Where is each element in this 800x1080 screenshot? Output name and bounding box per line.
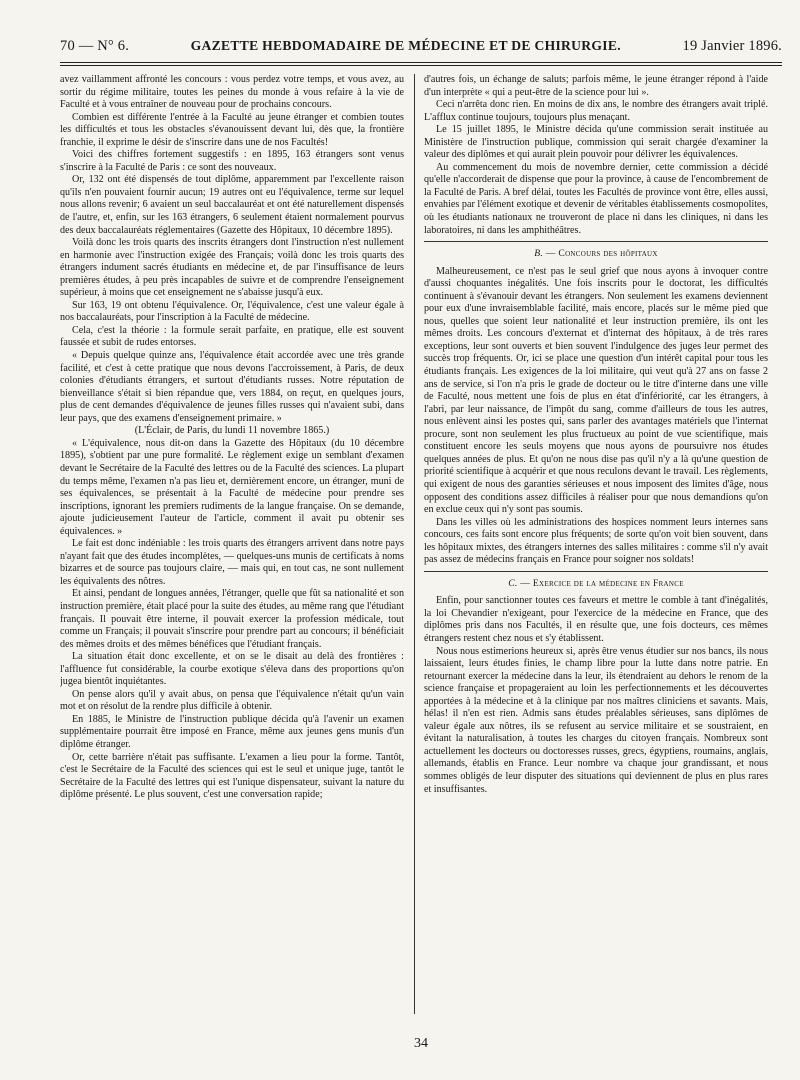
right-paragraph: Au commencement du mois de novembre dernier, cette commission a décidé qu'elle n'accorderait de dispense que pour la province, à cause de l'encombrement de la Faculté de Paris. A bref délai, toutes les Facultés de province vont être, elles aussi, envahies par l'élément exotique et devenir de véritables établissements cosmopolites, où les étudiants nationaux ne trouveront de place ni dans les cliniques, ni dans les laboratoires, ni dans les amphithéâtres. — [424, 161, 768, 236]
right-column-intro — [424, 74, 768, 237]
section-b-heading: B. — Concours des hôpitaux — [534, 248, 658, 260]
left-paragraph: « L'équivalence, nous dit-on dans la Gazette des Hôpitaux (du 10 décembre 1895), s'obtient par une pure formalité. Le règlement exige un semblant d'examen devant le Secrétaire de la Faculté des lettres ou de la Faculté des sciences. La plupart du temps même, l'examen n'a pas lieu et, dernièrement encore, un étranger, muni de ses équivalences, se présentait à la Faculté de médecine pour prendre ses inscriptions, ignorant les premiers rudiments de la langue française. On se demande, ajoute judicieusement l'auteur de l'article, comment il avait pu obtenir ses équivalences. » — [60, 437, 404, 537]
section-b-body — [424, 266, 768, 567]
header-page-number: 70 — N° 6. — [60, 38, 130, 54]
left-paragraph: La situation était donc excellente, et on se le disait au delà des frontières : l'affluence fut considérable, la courbe exotique s'éleva dans des proportions qu'on jugea bientôt inquiétantes. — [60, 651, 404, 688]
section-c-paragraph: Nous nous estimerions heureux si, après être venus étudier sur nos bancs, ils nous laissaient, leurs études finies, le champ libre pour la lutte dans notre patrie. En retournant exercer la médecine dans la leur, ils étendraient au dehors le renom de la science française et propageraient au loin les perfectionnements et les découvertes apportées à la médecine et à la clinique par nos maîtres cliniciens et savants. Mais, hélas! il n'en est rien. Admis sans études préalables sérieuses, sans diplômes de valeur égale aux nôtres, ils se refusent au service militaire et se soustraient, en évitant la naturalisation, à toutes les charges du citoyen français. Nombreux sont actuellement les docteurs ou doctoresses russes, grecs, égyptiens, roumains, anglais, allemands, établis en France. Leur nombre va chaque jour grandissant, et nous sommes obligés de leur disputer des situations qui deviennent de plus en plus rares et insuffisantes. — [424, 645, 768, 795]
section-b-paragraph: Dans les villes où les administrations des hospices nomment leurs internes sans concours, ces faits sont encore plus fréquents; de sorte qu'on voit bien souvent, dans les hôpitaux mixtes, des étrangers internes des salles militaires : comme s'il n'y avait pas assez de médecins français en France pour soigner nos soldats! — [424, 516, 768, 566]
journal-page — [60, 38, 782, 1068]
section-c-paragraph: Enfin, pour sanctionner toutes ces faveurs et mettre le comble à tant d'inégalités, la loi Chevandier n'exigeant, pour l'exercice de la médecine en France, que des diplômes pris dans nos Facultés, il en résulte que, une fois docteurs, ces mêmes étrangers restent chez nous et s'y établissent. — [424, 595, 768, 644]
section-c-body — [424, 595, 768, 796]
citation-source: (L'Éclair, de Paris, du lundi 11 novembre 1865.) — [134, 425, 330, 437]
column-divider — [414, 74, 415, 1014]
left-paragraph: Cela, c'est la théorie : la formule serait parfaite, en pratique, elle est souvent faussée et subit de rudes entorses. — [60, 324, 404, 349]
left-paragraph: Or, cette barrière n'était pas suffisante. L'examen a lieu pour la forme. Tantôt, c'est le Secrétaire de la Faculté des sciences qui est le seul et unique juge, tantôt le Secrétaire de la Faculté des lettres qui est l'unique dispensateur, suivant la nature du diplôme présenté. Le plus souvent, c'est une conversation rapide; — [60, 751, 404, 801]
right-paragraph: Le 15 juillet 1895, le Ministre décida qu'une commission serait instituée au Ministère de l'instruction publique, commission qui serait chargée d'examiner la valeur des diplômes et qui aurait plein pouvoir pour délivrer les équivalences. — [424, 124, 768, 161]
left-paragraph: Voilà donc les trois quarts des inscrits étrangers dont l'instruction n'est nullement en harmonie avec l'instruction exigée des Français; voilà donc les trois quarts des étrangers indument sacrés étudiants en médecine et, de par l'insuffisance de leurs premières études, à peu près incapables de suivre et de comprendre l'enseignement supérieur, à moins que cet enseignement ne s'abaisse jusqu'à eux. — [60, 237, 404, 299]
right-paragraph: Ceci n'arrêta donc rien. En moins de dix ans, le nombre des étrangers avait triplé. L'afflux continue toujours, toujours plus menaçant. — [424, 99, 768, 123]
running-header — [60, 38, 782, 58]
left-paragraph: Or, 132 ont été dispensés de tout diplôme, apparemment par l'excellente raison qu'ils n'en pouvaient fournir aucun; 19 autres ont eu l'équivalence, terme sur lequel nous allons revenir; 6 avaient un seul baccalauréat et ont été naturellement dispensés de l'autre, et, enfin, sur les 163 étrangers, 6 seulement étaient normalement pourvus des deux baccalauréats réglementaires (Gazette des Hôpitaux, 10 décembre 1895). — [60, 174, 404, 236]
text-columns — [60, 74, 782, 1014]
issue-date: 19 Janvier 1896. — [682, 38, 782, 54]
left-paragraph: Voici des chiffres fortement suggestifs : en 1895, 163 étrangers sont venus s'inscrire à la Faculté de Paris : ce sont des nouveaux. — [60, 149, 404, 173]
left-column — [60, 74, 404, 1014]
section-rule-c — [424, 571, 768, 572]
left-paragraph: On pense alors qu'il y avait abus, on pensa que l'équivalence n'était qu'un vain mot et on résolut de la rendre plus difficile à obtenir. — [60, 688, 404, 713]
page-folio: 34 — [414, 1036, 428, 1051]
section-b-paragraph: Malheureusement, ce n'est pas le seul grief que nous ayons à invoquer contre d'aussi choquantes inégalités. Une fois inscrits pour le doctorat, les difficultés continuent à s'évanouir devant les étrangers. Non seulement les examens deviennent pour eux d'une invraisemblable facilité, mais encore, placés sur le même pied que nous, quelles que soient leur nationalité et leur instruction première, ils ont les mêmes droits. Les concours d'externat et d'internat des hôpitaux, à de très rares exceptions, leur sont ouverts et bien souvent l'indulgence des juges leur permet des succès trop fréquents. Or, ici se place une question d'un intérêt capital pour tous les étudiants français. Les exigences de la loi militaire, qui veut qu'à 27 ans on fasse 2 ans de service, si l'on n'a pris le grade de docteur ou le titre d'interne dans une ville de Faculté, nous mettent une fois de plus en état d'infériorité, car les étrangers, à l'abri, par leur naissance, de l'impôt du sang, comme d'ailleurs de tous les autres, nous enlèvent ainsi les postes qui, sans parler des avantages matériels que l'internat procure, sont non seulement les plus fructueux au point de vue scientifique, mais constituent encore les seuls moyens que nous ayons de poursuivre nos études quelques années de plus. Et qu'on ne nous dise pas qu'il n'y a là qu'une question de priorité scientifique à acquérir et que nous reculons devant le travail. Les règlements, qui exigent de nous des garanties sérieuses et nous imposent des limites d'âge, nous opposent des conditions assez difficiles à réaliser pour que nous demandions qu'on en exclue ceux qui n'y sont pas soumis. — [424, 265, 768, 516]
journal-title: GAZETTE HEBDOMADAIRE DE MÉDECINE ET DE CHIRURGIE. — [190, 38, 621, 53]
left-paragraph: « Depuis quelque quinze ans, l'équivalence était accordée avec une très grande facilité, et c'est à cette pratique que nous devons l'accroissement, à Paris, de deux colonies d'étudiants étrangers, et surtout d'étudiants russes. Notre réputation de bienveillance s'était si bien répandue que, vers 1884, on reçut, en quelques jours, plus de cent demandes d'équivalence de jeunes filles russes qui n'avaient subi, dans leur pays, que des examens d'enseignement primaire. » — [60, 350, 404, 424]
right-paragraph: d'autres fois, un échange de saluts; parfois même, le jeune étranger répond à l'aide d'un interprète « qui a peut-être de la science pour lui ». — [424, 74, 768, 98]
section-c-heading: C. — Exercice de la médecine en France — [508, 577, 684, 589]
right-column — [424, 74, 768, 1014]
header-rule-2 — [60, 65, 782, 66]
section-rule-b — [424, 241, 768, 242]
header-rule — [60, 62, 782, 63]
left-paragraph: avez vaillamment affronté les concours : vous perdez votre temps, et vous avez, au sortir du régime militaire, toutes les peines du monde à vous refaire à la vie de Faculté et à vous entraîner de nouveau pour de prochains concours. — [60, 74, 404, 111]
left-paragraph: Sur 163, 19 ont obtenu l'équivalence. Or, l'équivalence, c'est une valeur égale à nos baccalauréats, pour l'inscription à la Faculté de médecine. — [60, 299, 404, 324]
left-paragraph: En 1885, le Ministre de l'instruction publique décida qu'à l'avenir un examen supplémentaire pourrait être imposé en France, même aux jeunes gens munis d'un diplôme étranger. — [60, 713, 404, 750]
left-paragraph: Et ainsi, pendant de longues années, l'étranger, quelle que fût sa nationalité et son instruction première, était placé pour la suite des études, au même rang que l'étudiant français. Il pouvait être interne, il pouvait exercer la profession médicale, tout comme un Français; il pouvait s'inscrire pour prendre part au concours; il bénéficiait des mêmes droits et des mêmes bénéfices que l'étudiant français. — [60, 588, 404, 650]
left-paragraph: Combien est différente l'entrée à la Faculté au jeune étranger et combien toutes les difficultés et tous les obstacles s'évanouissent devant lui, dès que, la frontière franchie, il exprime le désir de s'inscrire dans une de nos Facultés! — [60, 111, 404, 148]
left-paragraph: Le fait est donc indéniable : les trois quarts des étrangers arrivent dans notre pays n'ayant fait que des études incomplètes, — quelques-uns munis de certificats à noms bizarres et de source pas toujours claire, — mais qui, en tout cas, ne sont nullement les équivalents des nôtres. — [60, 538, 404, 587]
